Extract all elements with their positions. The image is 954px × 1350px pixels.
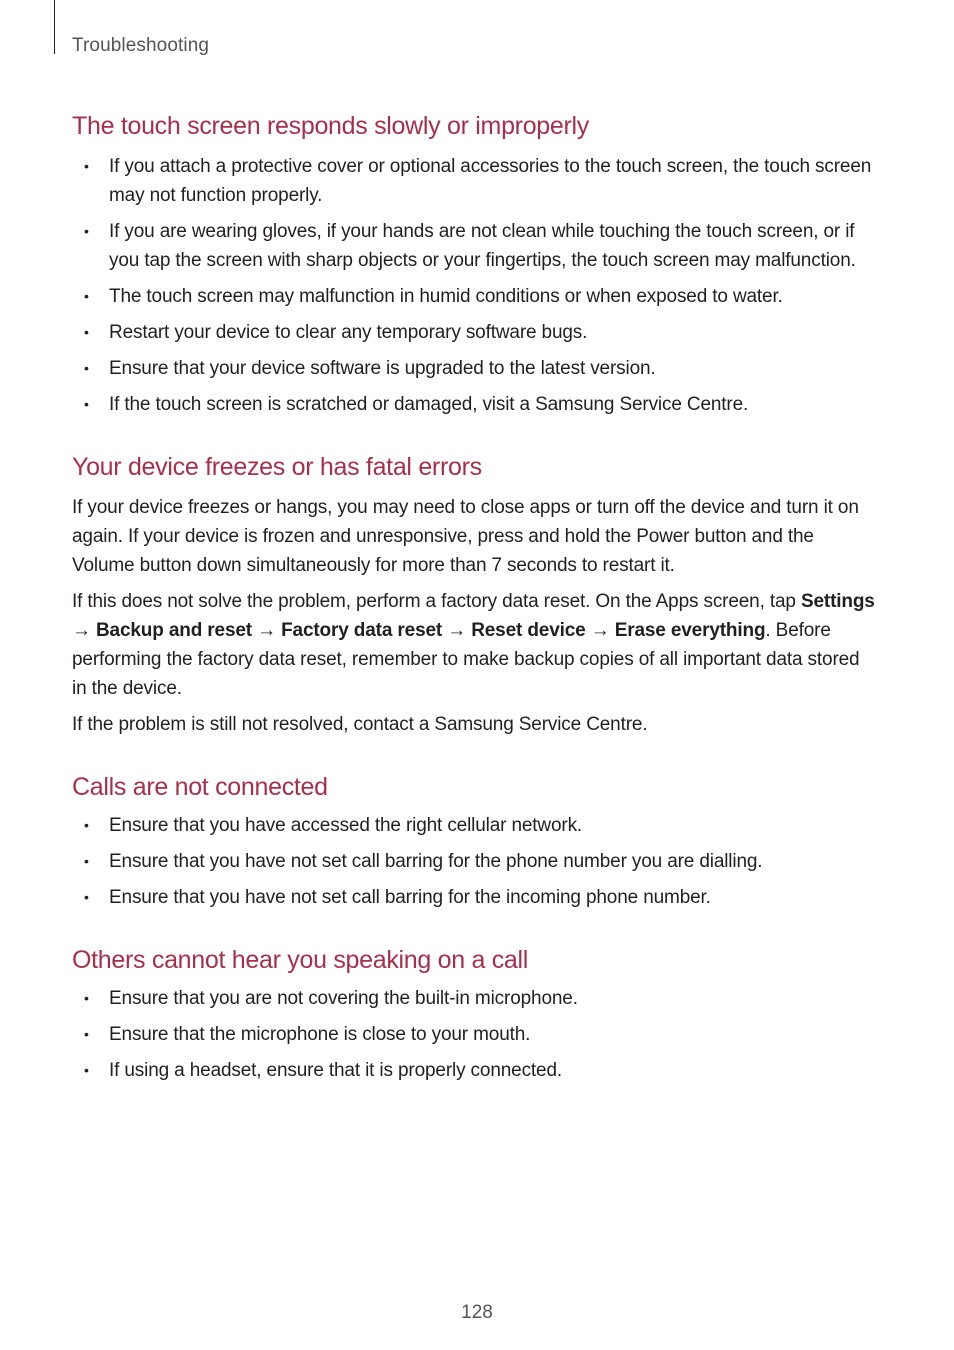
list-item: • If you are wearing gloves, if your hands are not clean while touching the touch screen, or if you tap the screen with sharp objects or your fingertips, the touch screen may malfunction. (72, 217, 878, 275)
menu-path-settings: Settings (800, 591, 875, 612)
list-item: • Ensure that you have accessed the right cellular network. (72, 811, 878, 840)
bullet-list (72, 984, 878, 1085)
section-device-freezes (72, 449, 878, 739)
arrow-icon: → (585, 620, 615, 641)
list-item: • If the touch screen is scratched or damaged, visit a Samsung Service Centre. (72, 390, 878, 419)
bullet-icon: • (84, 889, 89, 905)
list-item: • Ensure that you are not covering the built-in microphone. (72, 984, 878, 1013)
section-title: Others cannot hear you speaking on a call (72, 946, 529, 974)
menu-path-factory-reset: Factory data reset (281, 620, 443, 641)
section-others-cannot-hear (72, 942, 878, 1085)
section-calls-not-connected (72, 769, 878, 912)
bullet-icon: • (84, 1062, 89, 1078)
bullet-icon: • (84, 853, 89, 869)
list-item: • Ensure that your device software is upgraded to the latest version. (72, 354, 878, 383)
section-title: Calls are not connected (72, 773, 328, 801)
bullet-icon: • (84, 1026, 89, 1042)
list-item: • Ensure that you have not set call barring for the phone number you are dialling. (72, 847, 878, 876)
list-item: • If using a headset, ensure that it is properly connected. (72, 1056, 878, 1085)
page-content (72, 108, 878, 1115)
bullet-icon: • (84, 288, 89, 304)
menu-path-backup-reset: Backup and reset (95, 620, 252, 641)
section-touch-screen (72, 108, 878, 419)
menu-path-reset-device: Reset device (471, 620, 586, 641)
arrow-icon: → (442, 620, 472, 641)
list-item: • Restart your device to clear any temporary software bugs. (72, 318, 878, 347)
arrow-icon: → (251, 620, 282, 641)
header-rule (54, 0, 55, 54)
bullet-icon: • (84, 360, 89, 376)
section-title: The touch screen responds slowly or improperly (72, 112, 589, 140)
page-number: 128 (461, 1302, 493, 1323)
paragraph: If the problem is still not resolved, contact a Samsung Service Centre. (72, 714, 648, 735)
running-header: Troubleshooting (72, 35, 210, 56)
bullet-list (72, 152, 878, 419)
list-item: • Ensure that the microphone is close to your mouth. (72, 1020, 878, 1049)
bullet-icon: • (84, 223, 89, 239)
bullet-icon: • (84, 324, 89, 340)
paragraph: If your device freezes or hangs, you may need to close apps or turn off the device and turn it on again. If your device is frozen and unresponsive, press and hold the Power button and the Volume button down simultaneously for more than 7 seconds to restart it. (72, 497, 859, 576)
list-item: • If you attach a protective cover or optional accessories to the touch screen, the touch screen may not function properly. (72, 152, 878, 210)
bullet-icon: • (84, 158, 89, 174)
section-title: Your device freezes or has fatal errors (72, 453, 482, 481)
list-item: • The touch screen may malfunction in humid conditions or when exposed to water. (72, 282, 878, 311)
bullet-list (72, 811, 878, 912)
bullet-icon: • (84, 817, 89, 833)
bullet-icon: • (84, 990, 89, 1006)
arrow-icon: → (72, 620, 96, 641)
menu-path-erase-everything: Erase everything (614, 620, 766, 641)
bullet-icon: • (84, 396, 89, 412)
paragraph-factory-reset: If this does not solve the problem, perform a factory data reset. On the Apps screen, tap Settings → Backup and reset → Factory data reset → Reset device → Erase everything. Before performing the factory data reset, remember to make backup copies of all important data stored in the device. (72, 591, 875, 699)
list-item: • Ensure that you have not set call barring for the incoming phone number. (72, 883, 878, 912)
